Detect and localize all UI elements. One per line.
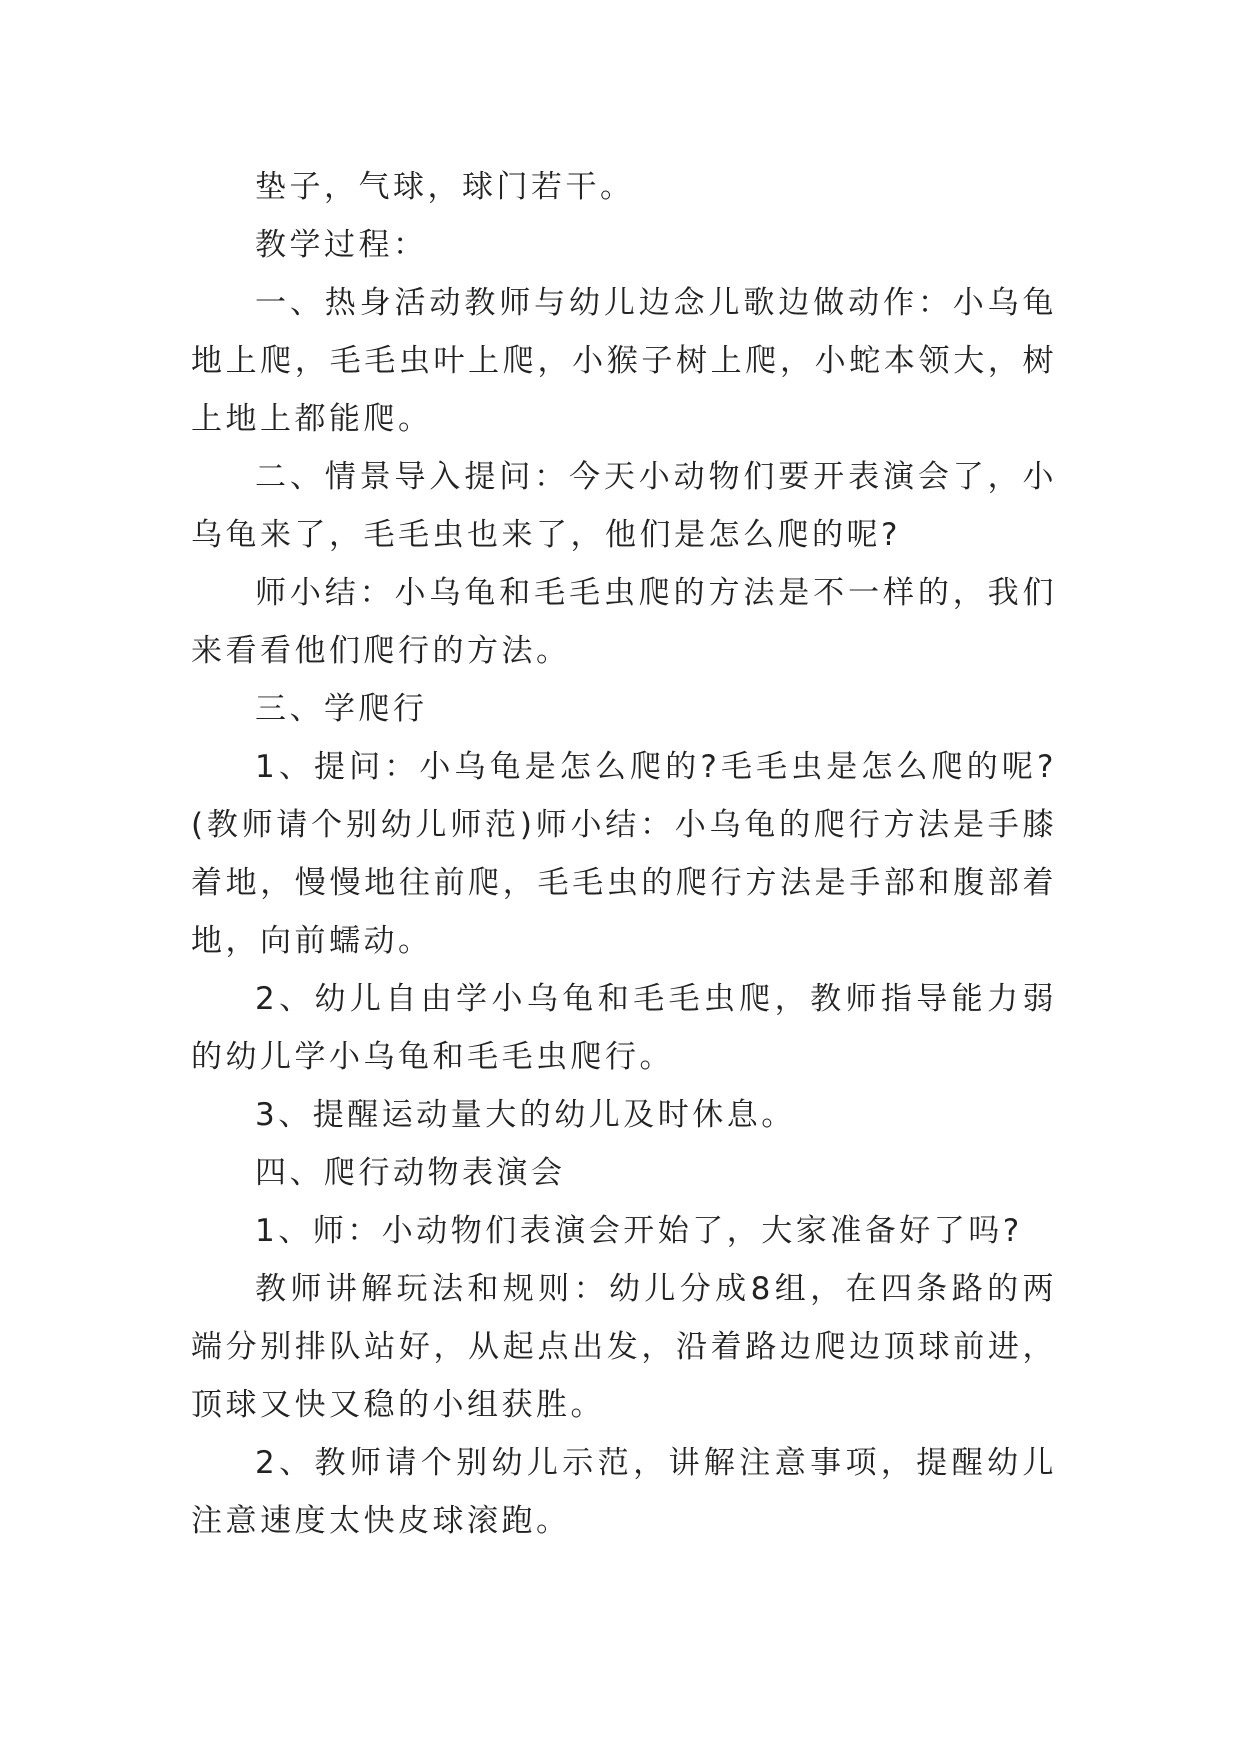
paragraph-show-2: 2、教师请个别幼儿示范，讲解注意事项，提醒幼儿注意速度太快皮球滚跑。 (191, 1445, 1057, 1539)
paragraph-step-3: 3、提醒运动量大的幼儿及时休息。 (255, 1097, 796, 1133)
paragraph-rules: 教师讲解玩法和规则：幼儿分成8组，在四条路的两端分别排队站好，从起点出发，沿着路边爬边顶球前进，顶球又快又稳的小组获胜。 (191, 1271, 1057, 1423)
paragraph-step-2: 2、幼儿自由学小乌龟和毛毛虫爬，教师指导能力弱的幼儿学小乌龟和毛毛虫爬行。 (191, 981, 1057, 1075)
paragraph-scenario: 二、情景导入提问：今天小动物们要开表演会了，小乌龟来了，毛毛虫也来了，他们是怎么爬的呢? (191, 459, 1057, 553)
document-body (191, 158, 1057, 1550)
paragraph-process-heading: 教学过程： (255, 227, 428, 263)
paragraph-materials: 垫子，气球，球门若干。 (255, 169, 635, 205)
paragraph-summary: 师小结：小乌龟和毛毛虫爬的方法是不一样的，我们来看看他们爬行的方法。 (191, 575, 1057, 669)
paragraph-section-four: 四、爬行动物表演会 (255, 1155, 566, 1191)
paragraph-warmup: 一、热身活动教师与幼儿边念儿歌边做动作：小乌龟地上爬，毛毛虫叶上爬，小猴子树上爬，小蛇本领大，树上地上都能爬。 (191, 285, 1057, 437)
paragraph-show-1: 1、师：小动物们表演会开始了，大家准备好了吗? (255, 1213, 1023, 1249)
paragraph-step-1: 1、提问：小乌龟是怎么爬的?毛毛虫是怎么爬的呢?(教师请个别幼儿师范)师小结：小乌龟的爬行方法是手膝着地，慢慢地往前爬，毛毛虫的爬行方法是手部和腹部着地，向前蠕动。 (191, 749, 1057, 959)
paragraph-section-three: 三、学爬行 (255, 691, 428, 727)
